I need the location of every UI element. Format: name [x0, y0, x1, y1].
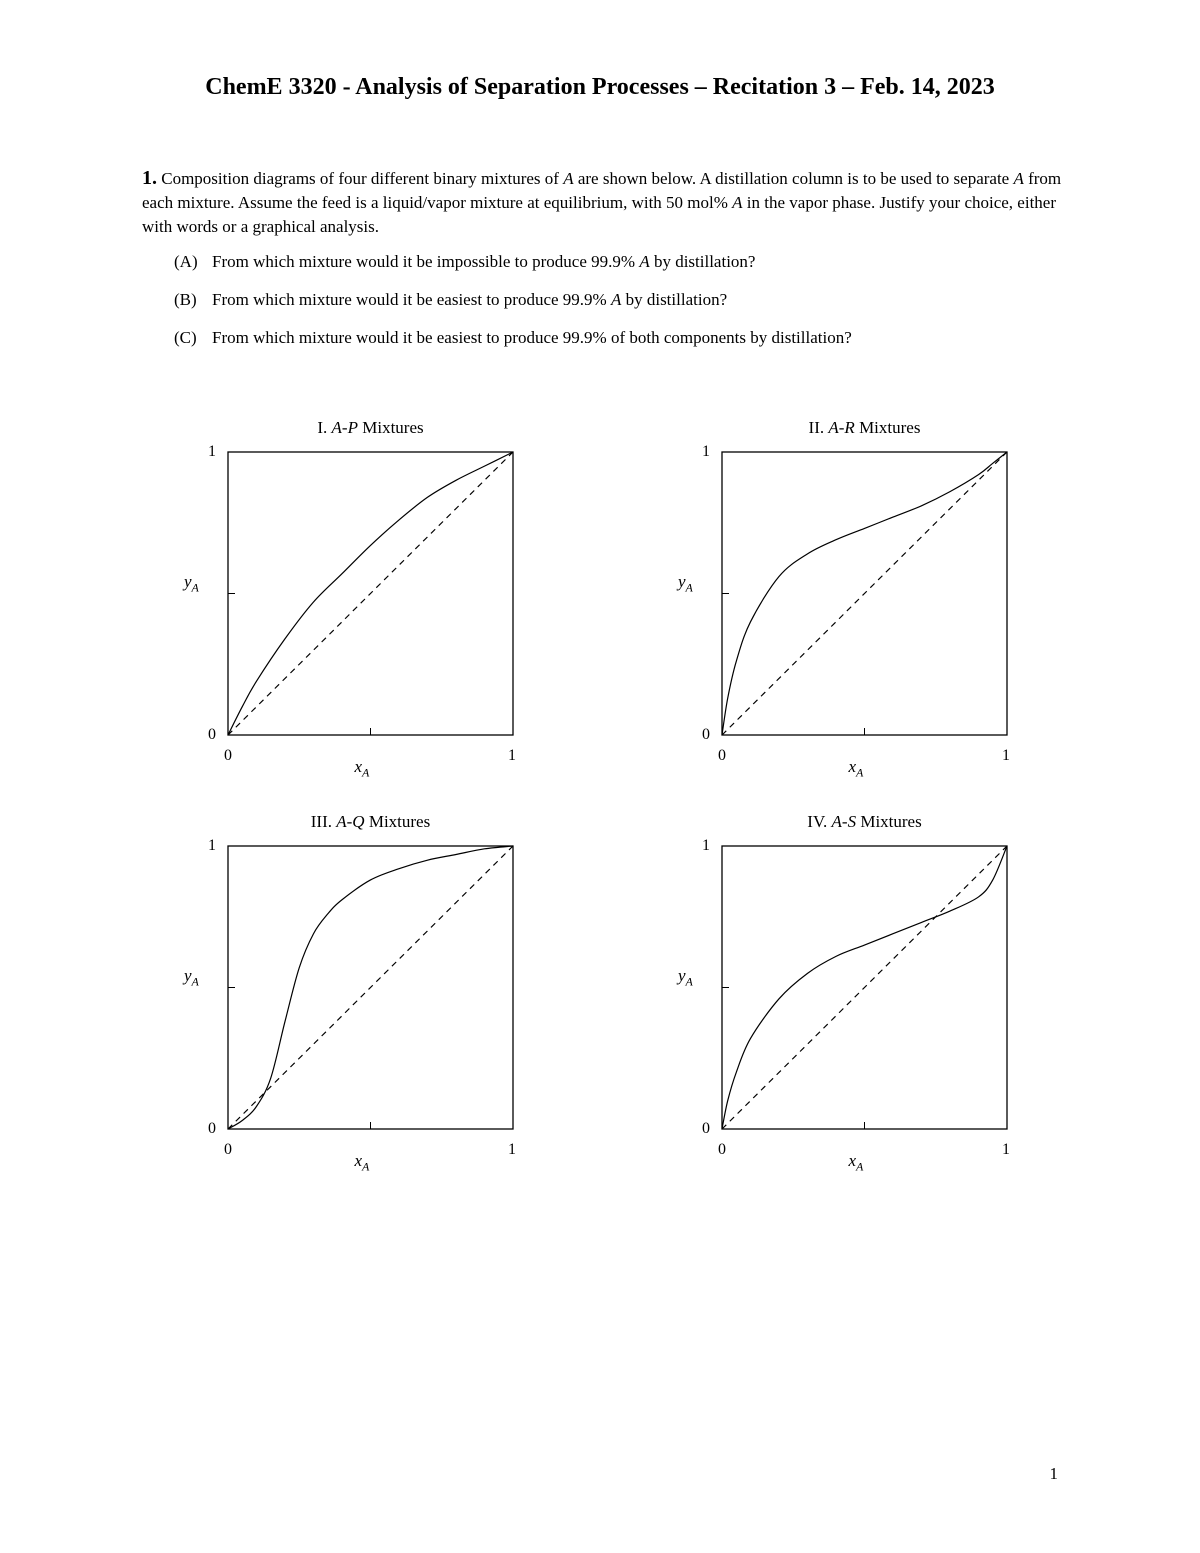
x-axis-subscript: A — [856, 765, 864, 780]
y-axis-symbol: y — [678, 966, 686, 985]
y-axis-symbol: y — [184, 572, 192, 591]
x-tick-label-left: 0 — [224, 747, 232, 764]
plot-title-mixture: A-P — [331, 418, 358, 437]
y-axis-subscript: A — [191, 974, 199, 989]
problem-text-2: are shown below. A distillation column is to be used to separate — [573, 169, 1014, 188]
x-axis-symbol: x — [354, 757, 363, 776]
question-label: (A) — [174, 252, 198, 271]
x-tick-label-left: 0 — [224, 1141, 232, 1158]
y-tick-label-top: 1 — [702, 443, 710, 460]
y-tick-label-bottom: 0 — [208, 726, 216, 743]
plot-title-suffix: Mixtures — [357, 418, 424, 437]
plot-title-suffix: Mixtures — [364, 812, 431, 831]
x-axis-symbol: x — [848, 757, 857, 776]
y-tick-label-top: 1 — [702, 837, 710, 854]
question-italic: A — [639, 252, 650, 271]
x-axis-symbol: x — [354, 1151, 363, 1170]
x-axis-label — [849, 1151, 864, 1174]
y-axis-symbol: y — [184, 966, 192, 985]
plot-area — [722, 846, 1007, 1129]
problem-var-a: A — [563, 169, 574, 188]
y-tick-label-top: 1 — [208, 443, 216, 460]
x-axis-subscript: A — [856, 1159, 864, 1174]
y-axis-subscript: A — [685, 974, 693, 989]
question-text: From which mixture would it be impossible to produce 99.9% — [212, 252, 640, 271]
plot-title-prefix: I. — [317, 418, 332, 437]
question-text: From which mixture would it be easiest to produce 99.9% of both components by distillation? — [212, 328, 852, 347]
x-axis-label — [355, 1151, 370, 1174]
y-axis-symbol: y — [678, 572, 686, 591]
problem-var-a: A — [1013, 169, 1024, 188]
question-label: (B) — [174, 290, 197, 309]
question-a — [174, 252, 755, 272]
plot-title — [221, 812, 521, 832]
y-axis-subscript: A — [685, 580, 693, 595]
plot-title-mixture: A-Q — [336, 812, 365, 831]
plot-title-suffix: Mixtures — [854, 418, 921, 437]
y-axis-label — [184, 966, 199, 989]
y-tick-label-bottom: 0 — [702, 726, 710, 743]
problem-text-1: Composition diagrams of four different binary mixtures of — [157, 169, 564, 188]
problem-text-3: from each mixture. Assume the feed is a liquid/vapor mixture at equilibrium, with 50 mol% — [142, 169, 1062, 212]
y-axis-label — [184, 572, 199, 595]
x-axis-subscript: A — [362, 765, 370, 780]
x-tick-label-right: 1 — [508, 1141, 516, 1158]
y-tick-label-bottom: 0 — [702, 1120, 710, 1137]
plot-title-suffix: Mixtures — [856, 812, 922, 831]
diagonal-line — [722, 452, 1007, 735]
plot-title-prefix: IV. — [807, 812, 832, 831]
plot-title-prefix: II. — [808, 418, 829, 437]
problem-number: 1. — [142, 167, 157, 189]
y-tick-label-top: 1 — [208, 837, 216, 854]
y-tick-label-bottom: 0 — [208, 1120, 216, 1137]
plot-title — [715, 418, 1015, 438]
plot-title-mixture: A-R — [828, 418, 855, 437]
x-tick-label-right: 1 — [1002, 747, 1010, 764]
question-b — [174, 290, 727, 310]
y-axis-label — [678, 966, 693, 989]
diagonal-line — [228, 846, 513, 1129]
x-axis-label — [355, 757, 370, 780]
plot-title — [221, 418, 521, 438]
diagonal-line — [228, 452, 513, 735]
x-axis-symbol: x — [848, 1151, 857, 1170]
x-tick-label-right: 1 — [1002, 1141, 1010, 1158]
question-tail: by distillation? — [621, 290, 728, 309]
question-label: (C) — [174, 328, 197, 347]
problem-text-4: in the vapor phase. Justify your choice, either with words or a graphical analysis. — [142, 193, 1057, 236]
plot-area — [722, 452, 1007, 735]
problem-statement — [142, 166, 1072, 239]
y-axis-subscript: A — [191, 580, 199, 595]
question-c — [174, 328, 852, 348]
plot-title-prefix: III. — [310, 812, 337, 831]
page-number: 1 — [1049, 1464, 1058, 1483]
x-tick-label-left: 0 — [718, 1141, 726, 1158]
problem-var-a: A — [732, 193, 743, 212]
question-tail: by distillation? — [649, 252, 756, 271]
x-axis-subscript: A — [362, 1159, 370, 1174]
question-italic: A — [610, 290, 622, 309]
x-tick-label-left: 0 — [718, 747, 726, 764]
x-tick-label-right: 1 — [508, 747, 516, 764]
diagonal-line — [722, 846, 1007, 1129]
y-axis-label — [678, 572, 693, 595]
plot-area — [228, 452, 513, 735]
page-title: ChemE 3320 - Analysis of Separation Processes – Recitation 3 – Feb. 14, 2023 — [205, 74, 995, 100]
plot-title — [715, 812, 1015, 832]
x-axis-label — [849, 757, 864, 780]
plot-title-mixture: A-S — [831, 812, 857, 831]
question-text: From which mixture would it be easiest to produce 99.9% — [212, 290, 611, 309]
plot-area — [228, 846, 513, 1129]
